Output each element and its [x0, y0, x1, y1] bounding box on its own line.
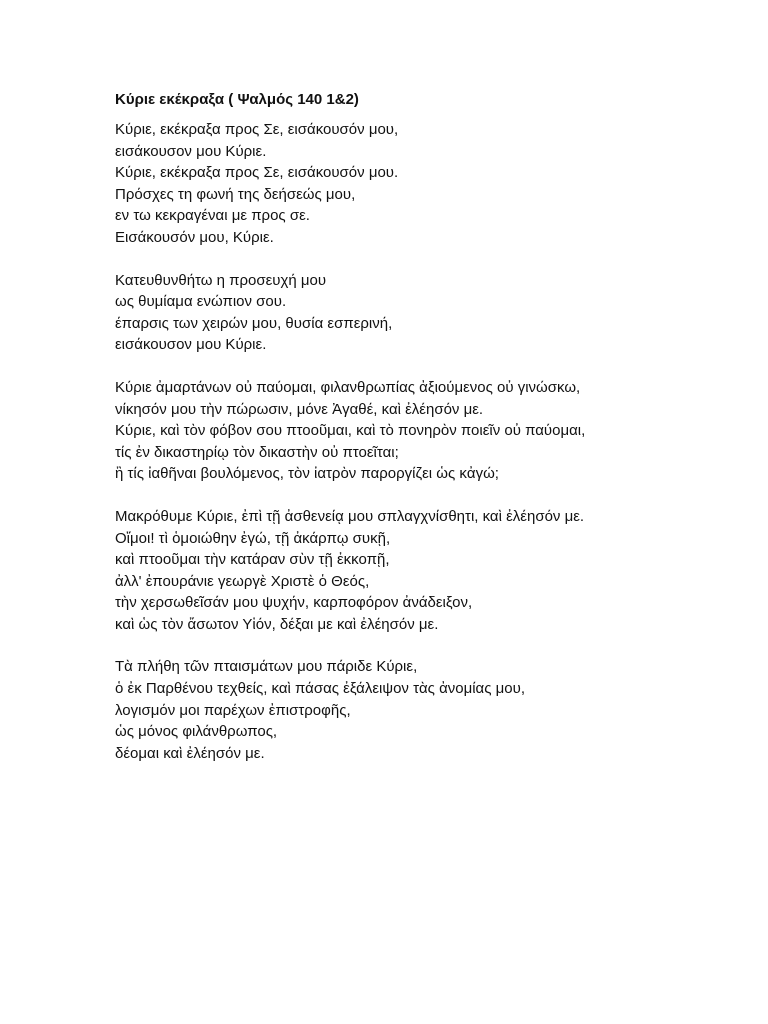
stanza — [115, 656, 745, 764]
verse-line: ἢ τίς ἰαθῆναι βουλόμενος, τὸν ἰατρὸν παροργίζει ὡς κἀγώ; — [115, 465, 499, 483]
verse-line: εν τω κεκραγέναι με προς σε. — [115, 207, 310, 225]
stanza — [115, 377, 745, 485]
verse-line: Τὰ πλήθη τῶν πταισμάτων μου πάριδε Κύριε, — [115, 658, 418, 676]
verse-line: ως θυμίαμα ενώπιον σου. — [115, 293, 287, 311]
verse-line: δέομαι καὶ ἐλέησόν με. — [115, 744, 265, 762]
verse-line: Κύριε, καὶ τὸν φόβον σου πτοοῦμαι, καὶ τὸ πονηρὸν ποιεῖν οὐ παύομαι, — [115, 422, 586, 440]
verse-line: έπαρσις των χειρών μου, θυσία εσπερινή, — [115, 314, 393, 332]
stanza — [115, 270, 745, 356]
verse-line: τὴν χερσωθεῖσάν μου ψυχήν, καρποφόρον ἀνάδειξον, — [115, 594, 473, 612]
stanza — [115, 119, 745, 249]
verse-line: ὡς μόνος φιλάνθρωπος, — [115, 723, 278, 741]
verse-line: λογισμόν μοι παρέχων ἐπιστροφῆς, — [115, 701, 351, 719]
verse-line: εισάκουσον μου Κύριε. — [115, 336, 267, 354]
verse-line: Κύριε, εκέκραξα προς Σε, εισάκουσόν μου, — [115, 121, 399, 138]
stanza — [115, 506, 745, 636]
verse-line: Κύριε ἀμαρτάνων οὐ παύομαι, φιλανθρωπίας ἀξιούμενος οὐ γινώσκω, — [115, 378, 581, 396]
verse-line: Εισάκουσόν μου, Κύριε. — [115, 228, 274, 246]
verse-line: νίκησόν μου τὴν πώρωσιν, μόνε Ἀγαθέ, καὶ ἐλέησόν με. — [115, 400, 484, 418]
verse-line: Κύριε, εκέκραξα προς Σε, εισάκουσόν μου. — [115, 164, 399, 182]
verse-line: καὶ ὡς τὸν ἄσωτον Υἱόν, δέξαι με καὶ ἐλέησόν με. — [115, 615, 439, 633]
verse-line: Μακρόθυμε Κύριε, ἐπὶ τῇ ἀσθενείᾳ μου σπλαγχνίσθητι, καὶ ἐλέησόν με. — [115, 507, 585, 525]
verse-line: Κατευθυνθήτω η προσευχή μου — [115, 271, 327, 289]
verse-line: καὶ πτοοῦμαι τὴν κατάραν σὺν τῇ ἐκκοπῇ, — [115, 551, 390, 569]
verse-line: τίς ἐν δικαστηρίῳ τὸν δικαστὴν οὐ πτοεῖται; — [115, 443, 399, 461]
verse-line: εισάκουσον μου Κύριε. — [115, 142, 267, 160]
verse-line: ἀλλ' ἐπουράνιε γεωργὲ Χριστὲ ὁ Θεός, — [115, 572, 370, 590]
document-title: Κύριε εκέκραξα ( Ψαλμός 140 1&2) — [115, 91, 359, 108]
document-page — [115, 89, 745, 785]
verse-line: Οἴμοι! τὶ ὁμοιώθην ἐγώ, τῇ ἀκάρπῳ συκῇ, — [115, 529, 391, 547]
verse-line: Πρόσχες τη φωνή της δεήσεώς μου, — [115, 185, 356, 203]
verse-line: ὁ ἐκ Παρθένου τεχθείς, καὶ πάσας ἐξάλειψον τὰς ἀνομίας μου, — [115, 680, 525, 698]
